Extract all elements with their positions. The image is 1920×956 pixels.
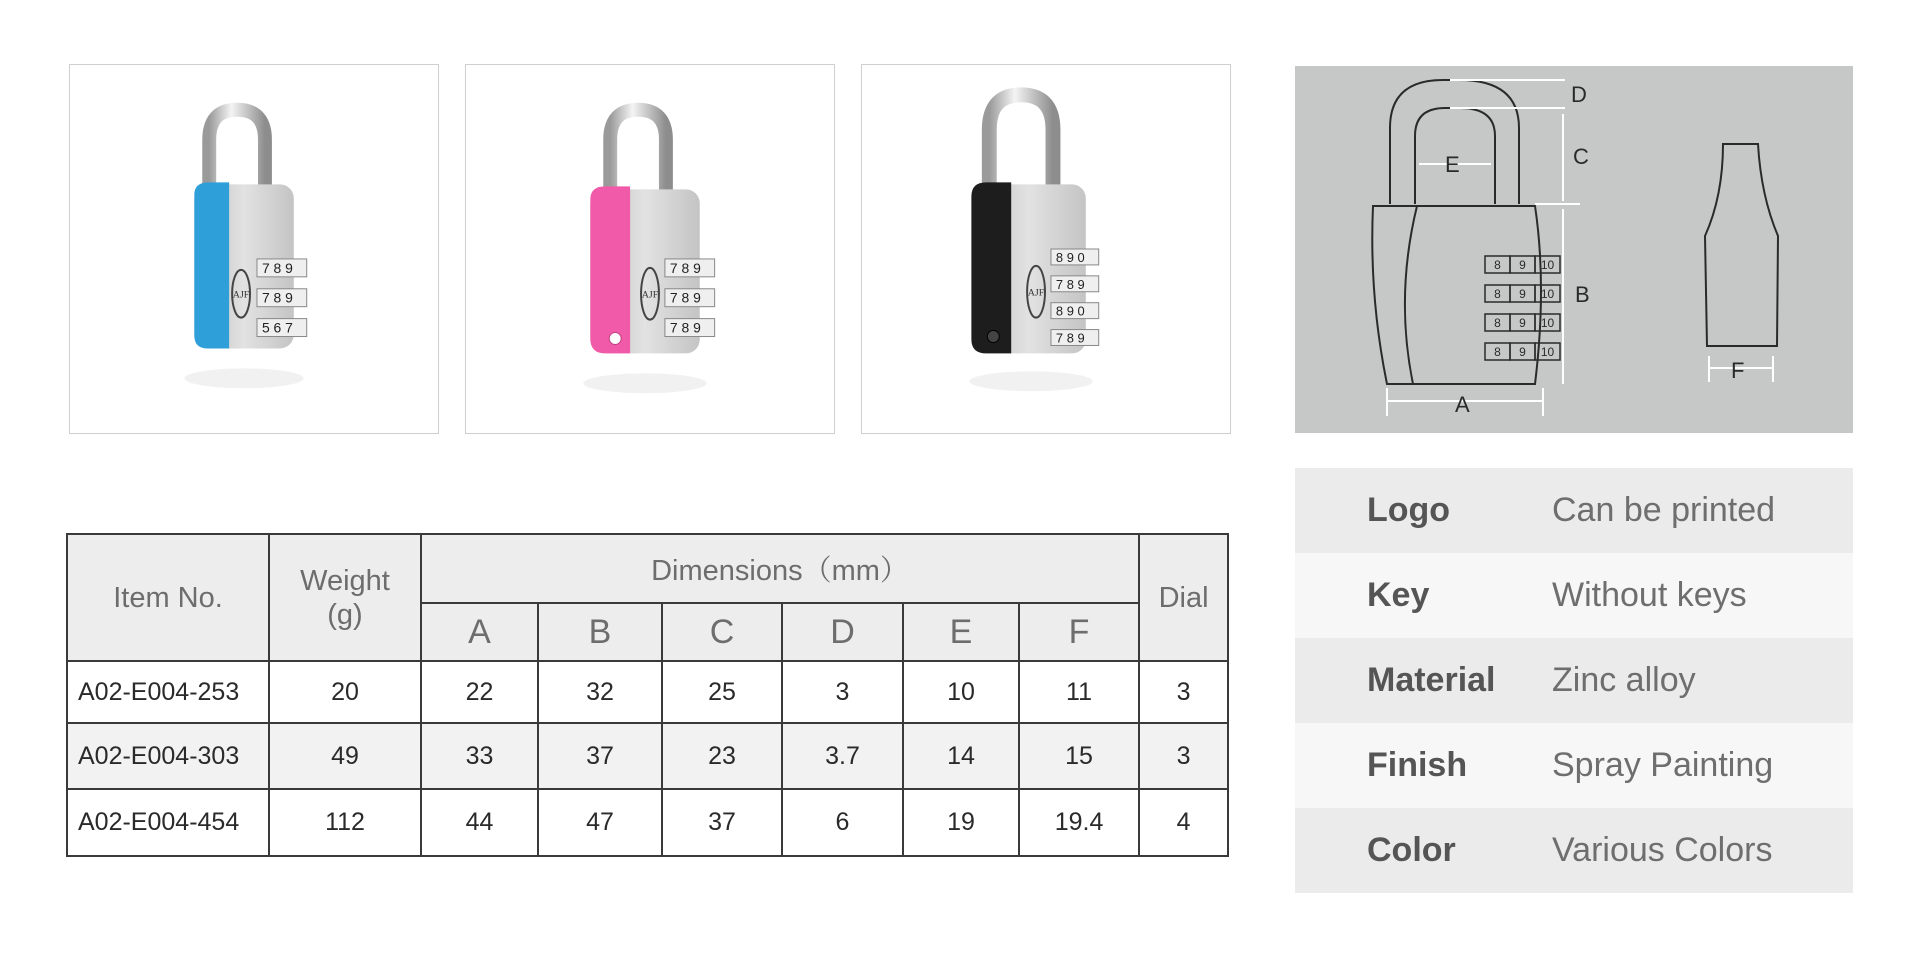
header-dim-d: D <box>782 603 903 661</box>
dim-label-a: A <box>1455 392 1470 417</box>
property-key: Finish <box>1367 746 1468 784</box>
product-photo-black <box>861 64 1231 434</box>
cell-a: 33 <box>421 723 538 789</box>
property-color <box>1295 808 1853 893</box>
dim-label-b: B <box>1575 282 1590 307</box>
property-key: Logo <box>1367 491 1451 529</box>
svg-text:7 8 9: 7 8 9 <box>261 289 293 306</box>
dial-cell-label: 10 <box>1540 287 1555 301</box>
cell-e: 19 <box>903 789 1019 856</box>
cell-b: 47 <box>538 789 662 856</box>
dial-cell-label: 10 <box>1540 345 1555 359</box>
cell-f: 15 <box>1019 723 1139 789</box>
property-value: Spray Painting <box>1552 746 1774 784</box>
lock-side-panel <box>590 186 630 353</box>
dial-cell-label: 8 <box>1494 287 1501 301</box>
cell-a: 22 <box>421 661 538 723</box>
cell-dial: 3 <box>1139 661 1228 723</box>
property-value: Without keys <box>1552 576 1747 614</box>
cell-f: 11 <box>1019 661 1139 723</box>
property-key: Key <box>1367 576 1430 614</box>
cell-item: A02-E004-454 <box>67 789 269 856</box>
svg-text:7 8 9: 7 8 9 <box>669 289 701 306</box>
cell-c: 25 <box>662 661 782 723</box>
property-value: Various Colors <box>1552 831 1773 869</box>
cell-weight: 49 <box>269 723 421 789</box>
table-row <box>67 661 1228 723</box>
dim-label-c: C <box>1573 144 1589 169</box>
header-dim-f: F <box>1019 603 1139 661</box>
svg-text:7 8 9: 7 8 9 <box>669 259 701 276</box>
dimension-diagram <box>1295 66 1853 433</box>
cell-c: 23 <box>662 723 782 789</box>
header-weight: Weight (g) <box>269 534 421 661</box>
brand-logo: AJF <box>641 289 659 301</box>
property-value: Zinc alloy <box>1552 661 1696 699</box>
brand-logo: AJF <box>232 289 250 301</box>
cell-e: 14 <box>903 723 1019 789</box>
cell-b: 32 <box>538 661 662 723</box>
svg-text:7 8 9: 7 8 9 <box>261 259 293 276</box>
product-photo-blue <box>69 64 439 434</box>
cell-e: 10 <box>903 661 1019 723</box>
property-value: Can be printed <box>1552 491 1776 529</box>
lock-side-panel <box>194 182 229 348</box>
header-dim-e: E <box>903 603 1019 661</box>
lock-side-panel <box>971 182 1011 353</box>
dial-cell-label: 10 <box>1540 258 1555 272</box>
dial-cell-label: 8 <box>1494 258 1501 272</box>
header-dimensions: Dimensions（mm） <box>421 534 1139 603</box>
dial-cell-label: 8 <box>1494 316 1501 330</box>
cell-weight: 112 <box>269 789 421 856</box>
header-item-no: Item No. <box>67 534 269 661</box>
table-row <box>67 723 1228 789</box>
cell-d: 6 <box>782 789 903 856</box>
header-dim-c: C <box>662 603 782 661</box>
cell-f: 19.4 <box>1019 789 1139 856</box>
dial-cell-label: 9 <box>1519 316 1526 330</box>
dim-label-d: D <box>1571 82 1587 107</box>
dial-cell-label: 10 <box>1540 316 1555 330</box>
product-photo-pink <box>465 64 835 434</box>
cell-dial: 3 <box>1139 723 1228 789</box>
dim-label-e: E <box>1445 152 1460 177</box>
property-key: Color <box>1367 831 1456 869</box>
brand-logo: AJF <box>1027 287 1045 299</box>
properties-list <box>1295 468 1853 893</box>
cell-item: A02-E004-303 <box>67 723 269 789</box>
property-finish <box>1295 723 1853 808</box>
header-dim-a: A <box>421 603 538 661</box>
svg-text:7 8 9: 7 8 9 <box>1055 276 1085 292</box>
cell-d: 3 <box>782 661 903 723</box>
dial-cell-label: 9 <box>1519 345 1526 359</box>
svg-text:5 6 7: 5 6 7 <box>261 319 293 336</box>
property-logo <box>1295 468 1853 553</box>
dial-cell-label: 8 <box>1494 345 1501 359</box>
dim-label-f: F <box>1731 358 1745 383</box>
svg-text:8 9 0: 8 9 0 <box>1055 303 1085 319</box>
property-key: Material <box>1367 661 1496 699</box>
cell-dial: 4 <box>1139 789 1228 856</box>
dial-cell-label: 9 <box>1519 287 1526 301</box>
cell-a: 44 <box>421 789 538 856</box>
svg-text:8 9 0: 8 9 0 <box>1055 249 1085 265</box>
cell-b: 37 <box>538 723 662 789</box>
table-row <box>67 789 1228 856</box>
cell-d: 3.7 <box>782 723 903 789</box>
header-dial: Dial <box>1139 534 1228 661</box>
dial-cell-label: 9 <box>1519 258 1526 272</box>
header-dim-b: B <box>538 603 662 661</box>
svg-text:7 8 9: 7 8 9 <box>669 319 701 336</box>
cell-item: A02-E004-253 <box>67 661 269 723</box>
cell-weight: 20 <box>269 661 421 723</box>
specification-table <box>66 533 1229 857</box>
cell-c: 37 <box>662 789 782 856</box>
property-material <box>1295 638 1853 723</box>
svg-text:7 8 9: 7 8 9 <box>1055 330 1085 346</box>
property-key-type <box>1295 553 1853 638</box>
